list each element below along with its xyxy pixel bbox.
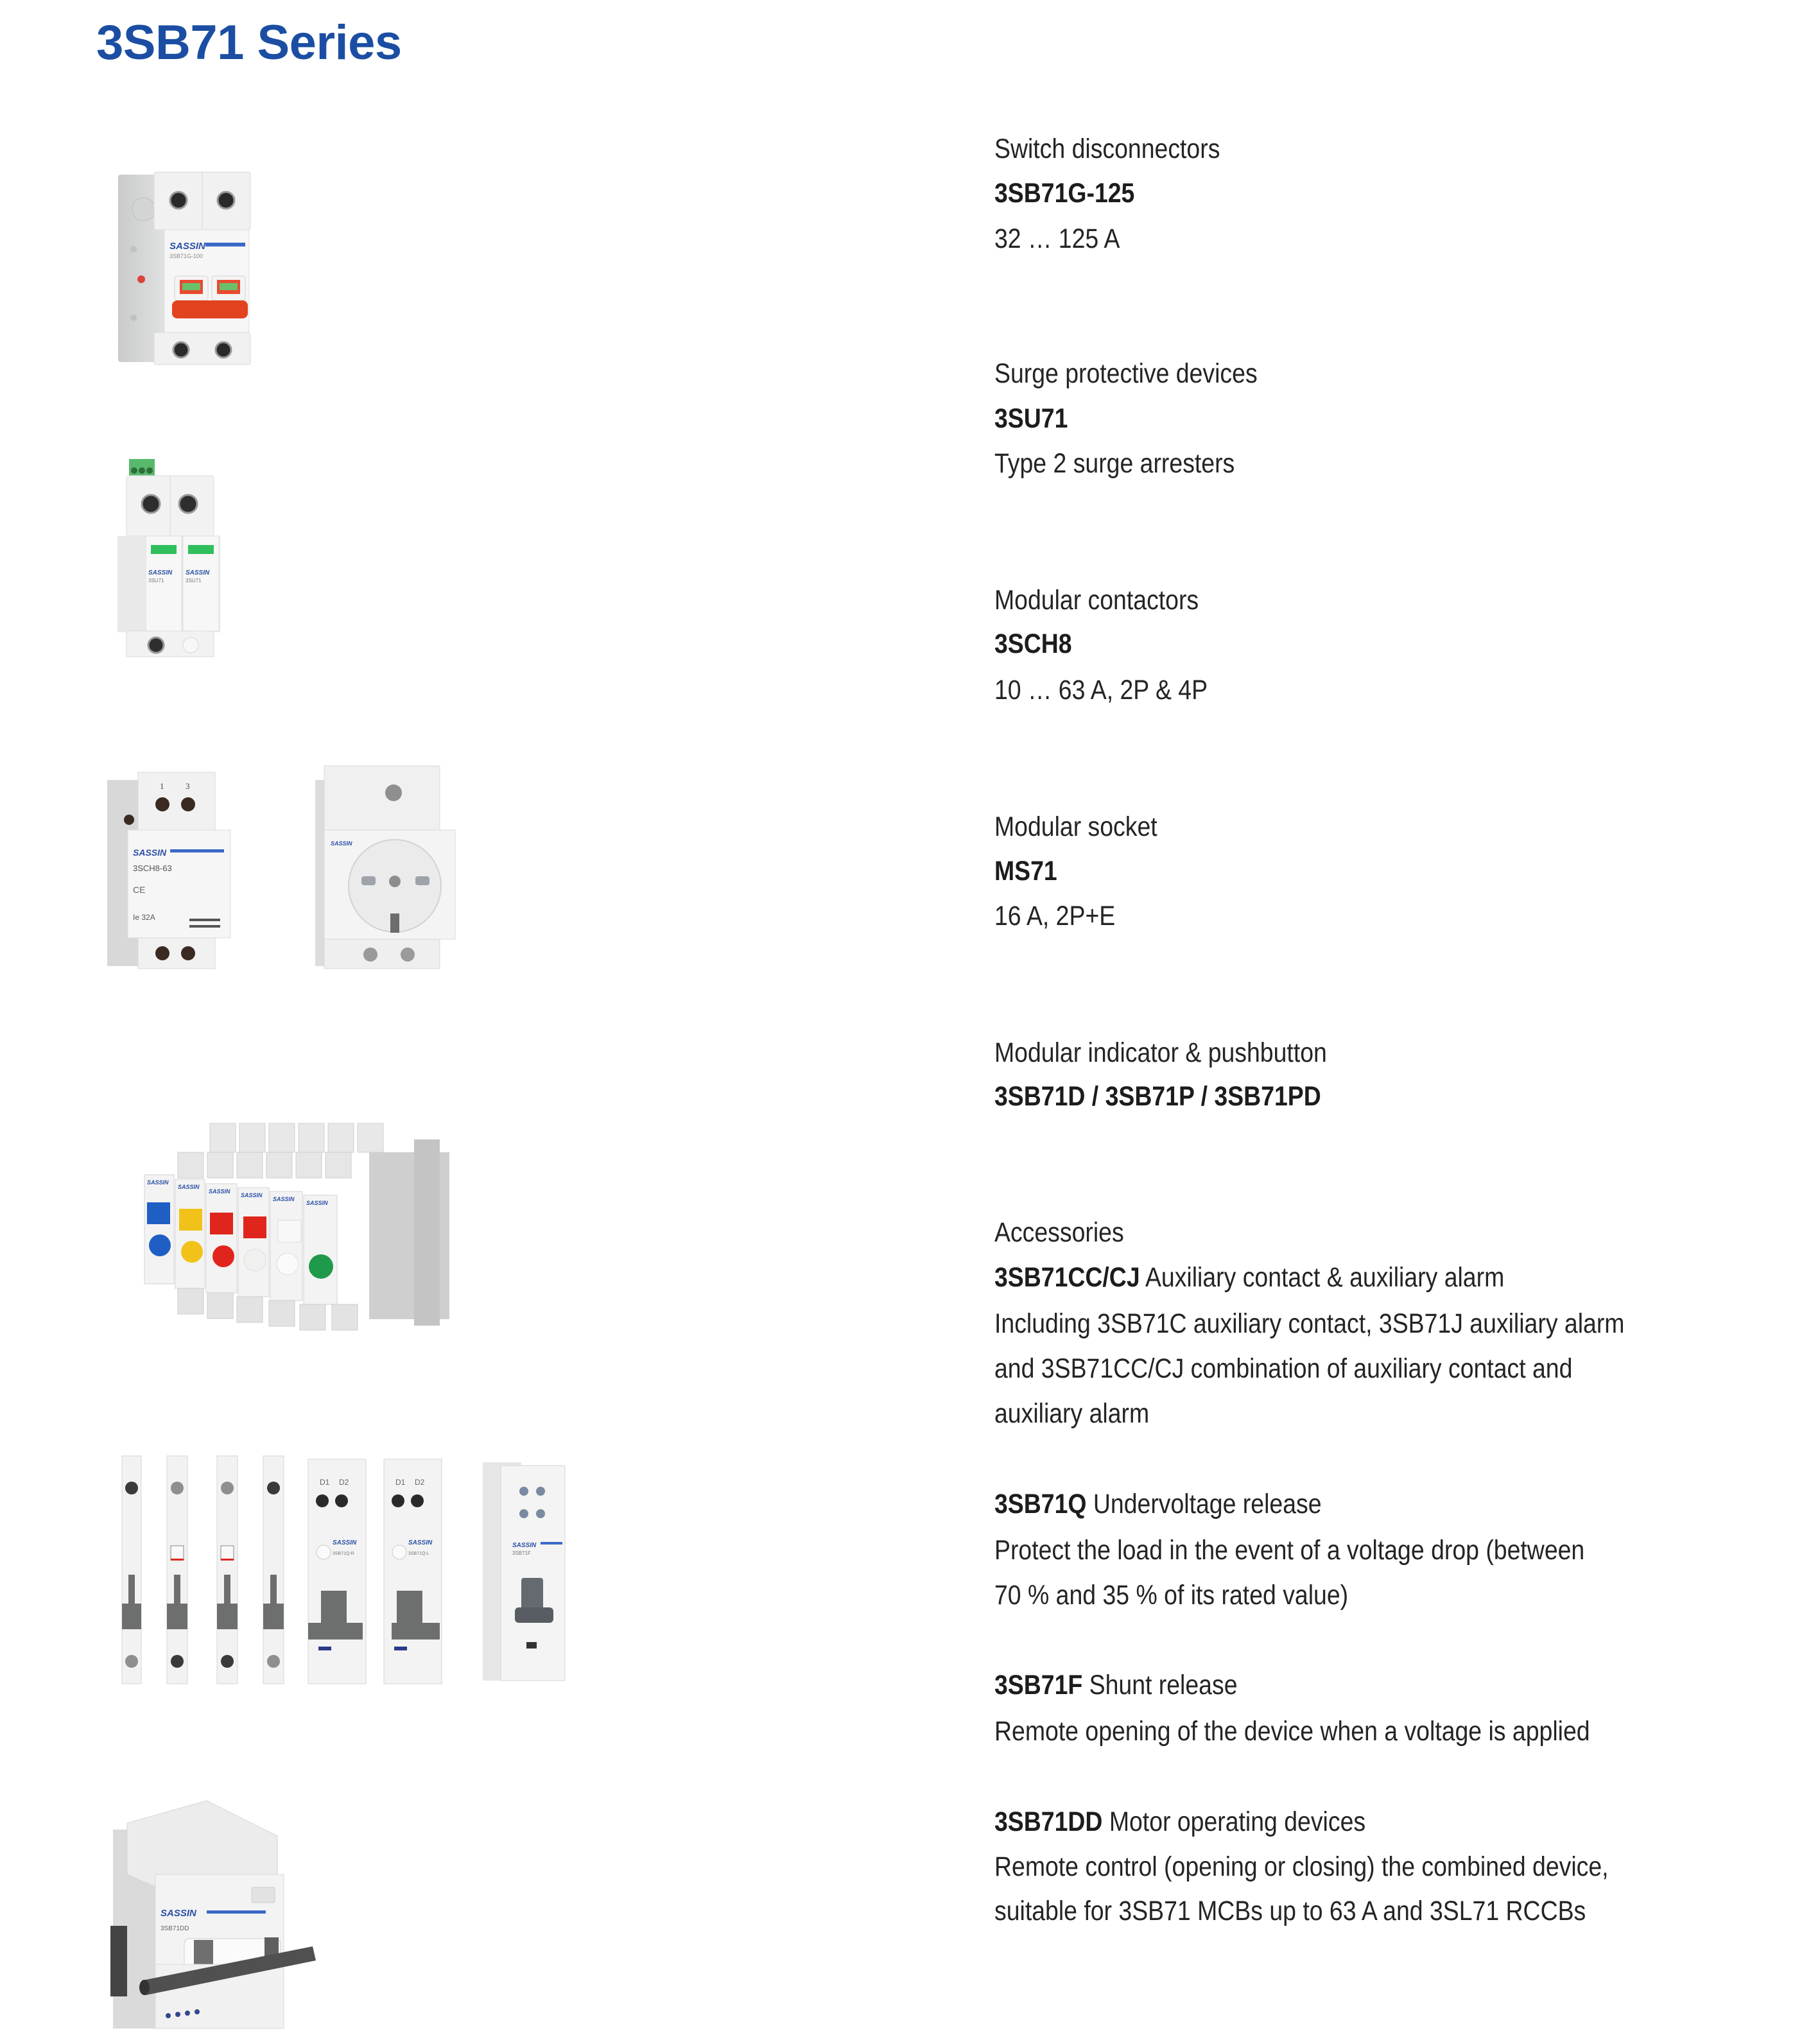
switch-disconnector-illustration <box>116 160 257 369</box>
svg-text:D1: D1 <box>395 1478 406 1487</box>
product-image-surge-protective-device <box>117 459 220 658</box>
category-label: Modular socket <box>994 811 1157 842</box>
svg-text:SASSIN: SASSIN <box>333 1539 357 1546</box>
accessory-name: Auxiliary contact & auxiliary alarm <box>1145 1262 1505 1293</box>
category-label: Modular indicator & pushbutton <box>994 1037 1327 1068</box>
brand-mark: SASSIN <box>169 241 205 252</box>
terminal-label: D1 <box>320 1478 330 1487</box>
model-code: 3SB71D / 3SB71P / 3SB71PD <box>994 1081 1321 1112</box>
motor-device-illustration <box>110 1797 316 2038</box>
accessory-name: Motor operating devices <box>1109 1806 1366 1837</box>
spec-text: 32 … 125 A <box>994 223 1120 254</box>
model-code: 3SB71G-125 <box>994 178 1135 209</box>
description-line: auxiliary alarm <box>994 1398 1150 1429</box>
description-line: and 3SB71CC/CJ combination of auxiliary contact and <box>994 1353 1573 1384</box>
svg-text:3: 3 <box>186 781 190 791</box>
product-image-accessory-modules <box>116 1449 597 1693</box>
svg-text:SASSIN: SASSIN <box>133 847 167 858</box>
product-image-indicators-pushbuttons <box>132 1114 456 1342</box>
svg-text:SASSIN: SASSIN <box>147 1179 169 1186</box>
svg-text:SASSIN: SASSIN <box>186 569 210 576</box>
svg-text:SASSIN: SASSIN <box>331 840 352 847</box>
svg-text:CE: CE <box>133 885 146 895</box>
accessories-heading: Accessories <box>994 1217 1124 1248</box>
model-code: MS71 <box>994 856 1057 887</box>
description-line: 70 % and 35 % of its rated value) <box>994 1580 1349 1611</box>
accessory-name: Undervoltage release <box>1093 1489 1322 1519</box>
svg-text:SASSIN: SASSIN <box>273 1196 295 1202</box>
description-line: Protect the load in the event of a voltage drop (between <box>994 1535 1585 1566</box>
page-title: 3SB71 Series <box>96 15 402 70</box>
description-line: Remote control (opening or closing) the combined device, <box>994 1851 1609 1882</box>
svg-text:SASSIN: SASSIN <box>148 569 173 576</box>
indicator-pushbutton-illustration <box>132 1114 456 1342</box>
description-line: Including 3SB71C auxiliary contact, 3SB71J auxiliary alarm <box>994 1308 1625 1339</box>
socket-illustration <box>311 761 459 973</box>
svg-text:SASSIN: SASSIN <box>160 1908 196 1919</box>
svg-text:SASSIN: SASSIN <box>241 1192 263 1198</box>
model-code: 3SB71CC/CJ <box>994 1262 1140 1293</box>
svg-text:SASSIN: SASSIN <box>512 1542 537 1549</box>
device-model-print: 3SCH8-63 <box>133 863 172 873</box>
spec-text: 16 A, 2P+E <box>994 901 1116 931</box>
product-image-motor-operating-device <box>110 1797 316 2038</box>
accessory-modules-illustration <box>116 1449 597 1693</box>
svg-text:1: 1 <box>160 781 164 791</box>
category-label: Modular contactors <box>994 585 1199 616</box>
model-code: 3SU71 <box>994 403 1068 434</box>
svg-text:SASSIN: SASSIN <box>178 1184 200 1190</box>
svg-text:3SU71: 3SU71 <box>186 578 202 584</box>
svg-text:D2: D2 <box>415 1478 425 1487</box>
spec-text: 10 … 63 A, 2P & 4P <box>994 675 1208 705</box>
spd-illustration <box>117 459 220 658</box>
device-model-print: 3SB71DD <box>160 1925 189 1932</box>
model-code: 3SB71DD <box>994 1806 1103 1837</box>
svg-text:SASSIN: SASSIN <box>306 1200 328 1206</box>
model-code: 3SB71Q <box>994 1489 1087 1519</box>
terminal-label: D2 <box>339 1478 349 1487</box>
product-image-switch-disconnector <box>116 160 257 369</box>
accessory-name: Shunt release <box>1089 1670 1238 1700</box>
product-image-modular-contactor <box>106 767 234 973</box>
device-model-print: 3SB71G-100 <box>169 253 204 259</box>
device-model-print: 3SB71Q-R <box>333 1552 354 1556</box>
contactor-illustration <box>106 767 234 973</box>
description-line: suitable for 3SB71 MCBs up to 63 A and 3SL71 RCCBs <box>994 1896 1586 1926</box>
device-model-print: 3SU71 <box>148 578 164 584</box>
model-code: 3SB71F <box>994 1670 1083 1700</box>
svg-text:SASSIN: SASSIN <box>408 1539 433 1546</box>
device-model-print: 3SB71F <box>512 1550 531 1556</box>
device-model-print: 3SB71Q-L <box>408 1552 429 1556</box>
spec-text: Type 2 surge arresters <box>994 448 1235 479</box>
svg-text:SASSIN: SASSIN <box>209 1188 230 1195</box>
product-image-modular-socket <box>311 761 459 973</box>
description-line: Remote opening of the device when a voltage is applied <box>994 1716 1590 1747</box>
category-label: Switch disconnectors <box>994 134 1220 164</box>
category-label: Surge protective devices <box>994 358 1258 389</box>
svg-text:Ie 32A: Ie 32A <box>133 913 155 922</box>
model-code: 3SCH8 <box>994 628 1072 659</box>
